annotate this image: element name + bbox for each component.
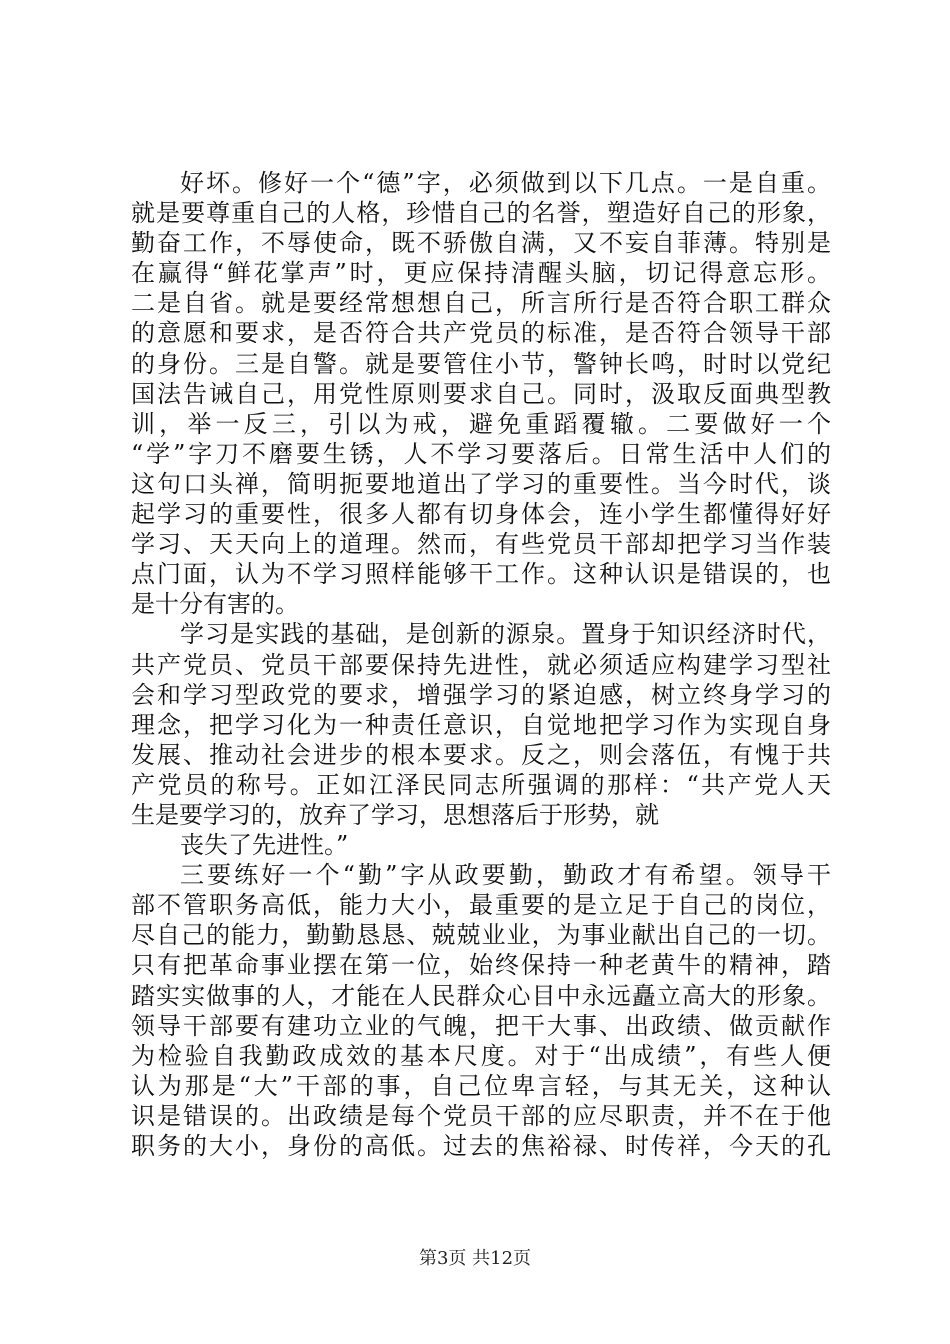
text-line: 的身份。三是自警。就是要管住小节，警钟长鸣，时时以党纪	[131, 349, 831, 378]
text-line: 勤奋工作，不辱使命，既不骄傲自满，又不妄自菲薄。特别是	[131, 229, 831, 258]
text-line: 共产党员、党员干部要保持先进性，就必须适应构建学习型社	[131, 650, 831, 679]
text-line: 为检验自我勤政成效的基本尺度。对于“出成绩”，有些人便	[131, 1041, 831, 1070]
body-text	[131, 168, 831, 1161]
text-line: 只有把革命事业摆在第一位，始终保持一种老黄牛的精神，踏	[131, 951, 831, 980]
text-line: 部不管职务高低，能力大小，最重要的是立足于自己的岗位，	[131, 891, 831, 920]
text-line: 发展、推动社会进步的根本要求。反之，则会落伍，有愧于共	[131, 740, 831, 769]
text-line: 在赢得“鲜花掌声”时，更应保持清醒头脑，切记得意忘形。	[131, 259, 831, 288]
text-line: 是十分有害的。	[131, 590, 299, 619]
text-line: 会和学习型政党的要求，增强学习的紧迫感，树立终身学习的	[131, 680, 831, 709]
text-line: 好坏。修好一个“德”字，必须做到以下几点。一是自重。	[180, 169, 831, 197]
text-line: 二是自省。就是要经常想想自己，所言所行是否符合职工群众	[131, 289, 831, 318]
text-line: 国法告诫自己，用党性原则要求自己。同时，汲取反面典型教	[131, 379, 831, 408]
text-line: 起学习的重要性，很多人都有切身体会，连小学生都懂得好好	[131, 500, 831, 529]
text-line: 理念，把学习化为一种责任意识，自觉地把学习作为实现自身	[131, 710, 831, 739]
text-line: 三要练好一个“勤”字从政要勤，勤政才有希望。领导干	[180, 861, 831, 890]
text-line: 领导干部要有建功立业的气魄，把干大事、出政绩、做贡献作	[131, 1011, 831, 1040]
text-line: 就是要尊重自己的人格，珍惜自己的名誉，塑造好自己的形象，	[131, 199, 831, 228]
text-line: 职务的大小，身份的高低。过去的焦裕禄、时传祥，今天的孔	[131, 1132, 831, 1160]
text-line: 学习是实践的基础，是创新的源泉。置身于知识经济时代，	[180, 620, 831, 649]
text-line: 的意愿和要求，是否符合共产党员的标准，是否符合领导干部	[131, 319, 831, 348]
text-line: 丧失了先进性。”	[180, 831, 349, 860]
text-line: 产党员的称号。正如江泽民同志所强调的那样：“共产党人天	[131, 770, 831, 799]
text-line: 点门面，认为不学习照样能够干工作。这种认识是错误的，也	[131, 560, 831, 589]
text-line: 踏实实做事的人，才能在人民群众心目中永远矗立高大的形象。	[131, 981, 831, 1010]
text-line: 尽自己的能力，勤勤恳恳、兢兢业业，为事业献出自己的一切。	[131, 921, 831, 950]
text-line: 认为那是“大”干部的事，自己位卑言轻，与其无关，这种认	[131, 1071, 831, 1100]
text-line: “学”字刀不磨要生锈，人不学习要落后。日常生活中人们的	[131, 439, 831, 468]
text-line: 这句口头禅，简明扼要地道出了学习的重要性。当今时代，谈	[131, 469, 831, 498]
page-number: 第3页 共12页	[418, 1248, 532, 1269]
text-line: 生是要学习的，放弃了学习，思想落后于形势，就	[131, 800, 659, 829]
text-line: 训，举一反三，引以为戒，避免重蹈覆辙。二要做好一个	[131, 409, 831, 438]
text-line: 学习、天天向上的道理。然而，有些党员干部却把学习当作装	[131, 530, 831, 559]
text-line: 识是错误的。出政绩是每个党员干部的应尽职责，并不在于他	[131, 1101, 831, 1130]
